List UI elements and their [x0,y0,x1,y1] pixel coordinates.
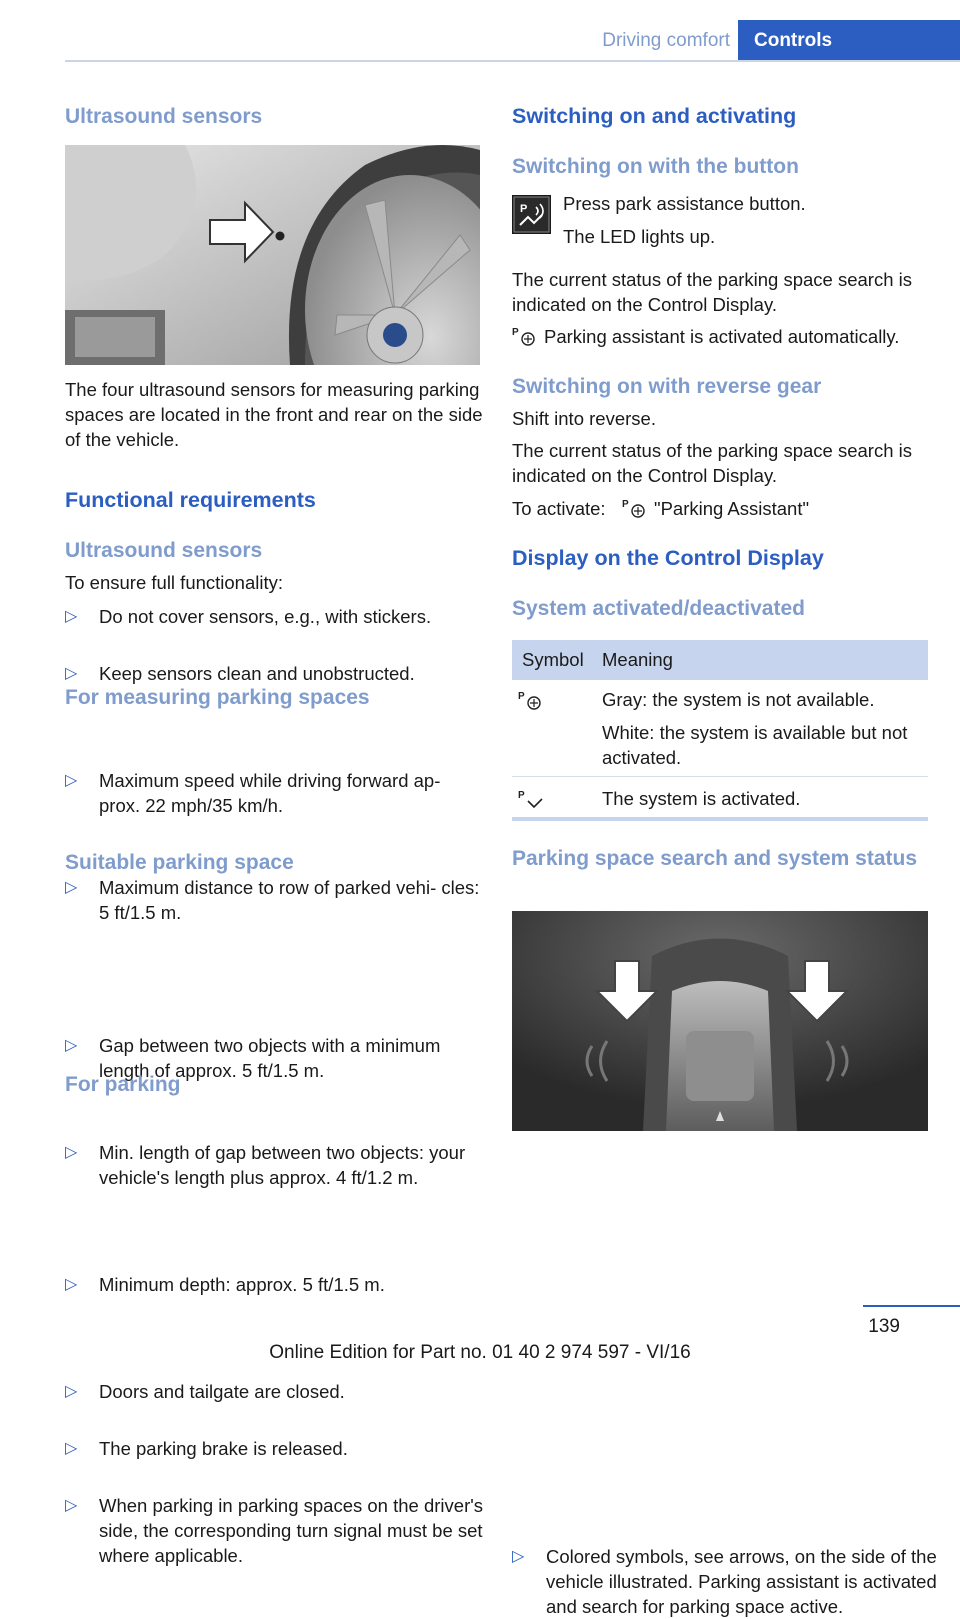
parking-assistant-inactive-icon [518,688,544,712]
table-cell-white: White: the system is available but not activated. [602,722,908,768]
bullet-triangle-icon: ▷ [512,1548,525,1565]
heading-switching-button: Switching on with the button [512,155,799,178]
status-text: The current status of the parking space search is indicated on the Control Display. [512,269,913,315]
sensors-description: The four ultrasound sensors for measuring parking spaces are located in the front and rear on the side of the vehicle. [65,379,483,450]
table-cell-gray: Gray: the system is not available. [602,689,875,710]
svg-text:P: P [512,327,519,338]
press-button-text: Press park assistance button. [563,193,806,214]
led-text: The LED lights up. [563,226,716,247]
list-item: ▷ Keep sensors clean and unobstructed. [65,663,415,684]
auto-activated-text: Parking assistant is activated automatically. [544,326,900,347]
ensure-text: To ensure full functionality: [65,572,284,593]
status-text-2: The current status of the parking space search is indicated on the Control Display. [512,440,913,486]
bullet-triangle-icon: ▷ [65,1144,78,1161]
header-section-tab: Controls [738,20,960,62]
bullet-triangle-icon: ▷ [65,1440,78,1457]
parking-assistant-active-icon [518,787,544,811]
table-row-divider [512,776,928,777]
column-header-meaning: Meaning [602,649,673,670]
heading-display-control: Display on the Control Display [512,546,824,570]
subheading-ultrasound-sensors: Ultrasound sensors [65,539,263,562]
shift-reverse-text: Shift into reverse. [512,408,656,429]
list-item: ▷ The parking brake is released. [65,1438,348,1459]
svg-text:P: P [520,203,528,215]
bullet-triangle-icon: ▷ [65,879,78,896]
footer-divider [863,1305,960,1307]
heading-switching-on: Switching on and activating [512,104,797,128]
heading-parking-space-search: Parking space search and system status [512,847,918,870]
list-item: ▷ Maximum speed while driving forward ap‐ prox. 22 mph/35 km/h. [65,770,441,816]
control-display-image [512,911,928,1131]
list-item: ▷ Maximum distance to row of parked vehi‐ cles: 5 ft/1.5 m. [65,877,480,923]
table-cell-activated: The system is activated. [602,788,801,809]
parking-assistant-icon [622,496,648,520]
bullet-triangle-icon: ▷ [65,665,78,682]
list-item: ▷ Minimum depth: approx. 5 ft/1.5 m. [65,1274,385,1295]
activate-label: To activate: [512,498,606,519]
svg-text:P: P [518,790,525,801]
column-header-symbol: Symbol [522,649,584,670]
list-item: ▷ Min. length of gap between two objects: your vehicle's length plus approx. 4 ft/1.2 m. [65,1142,466,1188]
heading-functional-requirements: Functional requirements [65,488,316,512]
heading-for-parking: For parking [65,1073,181,1096]
header-chapter: Driving comfort [602,30,730,51]
svg-text:P: P [518,691,525,702]
page-number: 139 [868,1316,900,1337]
heading-ultrasound-sensors: Ultrasound sensors [65,105,263,128]
control-display-illustration [512,911,928,1131]
bullet-triangle-icon: ▷ [65,1497,78,1514]
bullet-triangle-icon: ▷ [65,1037,78,1054]
svg-text:P: P [622,499,629,510]
park-assist-button-icon [512,195,551,234]
heading-switching-reverse: Switching on with reverse gear [512,375,822,398]
edition-footer: Online Edition for Part no. 01 40 2 974 597 - VI/16 [269,1342,691,1363]
bullet-triangle-icon: ▷ [65,1383,78,1400]
activate-value: "Parking Assistant" [654,498,810,519]
heading-measuring-parking-spaces: For measuring parking spaces [65,686,370,709]
heading-suitable-parking-space: Suitable parking space [65,851,294,874]
bullet-triangle-icon: ▷ [65,772,78,789]
parking-assistant-icon [512,324,538,348]
list-item: ▷ Do not cover sensors, e.g., with stickers. [65,606,432,627]
table-header [512,640,928,680]
list-item: ▷ Gap between two objects with a minimum length of approx. 5 ft/1.5 m. [65,1035,441,1081]
bullet-triangle-icon: ▷ [65,608,78,625]
table-bottom-border [512,817,928,821]
heading-system-activated: System activated/deactivated [512,597,805,620]
list-item: ▷ Doors and tailgate are closed. [65,1381,345,1402]
list-item: ▷ Colored symbols, see arrows, on the side of the vehicle illustrated. Parking assistant is activated and search for parking space active. [512,1546,937,1617]
bullet-triangle-icon: ▷ [65,1276,78,1293]
list-item: ▷ When parking in parking spaces on the driver's side, the corresponding turn signal must be set where applicable. [65,1495,484,1566]
sensor-photo [65,145,480,365]
header-divider [65,60,960,62]
sensor-photo-illustration [65,145,480,365]
